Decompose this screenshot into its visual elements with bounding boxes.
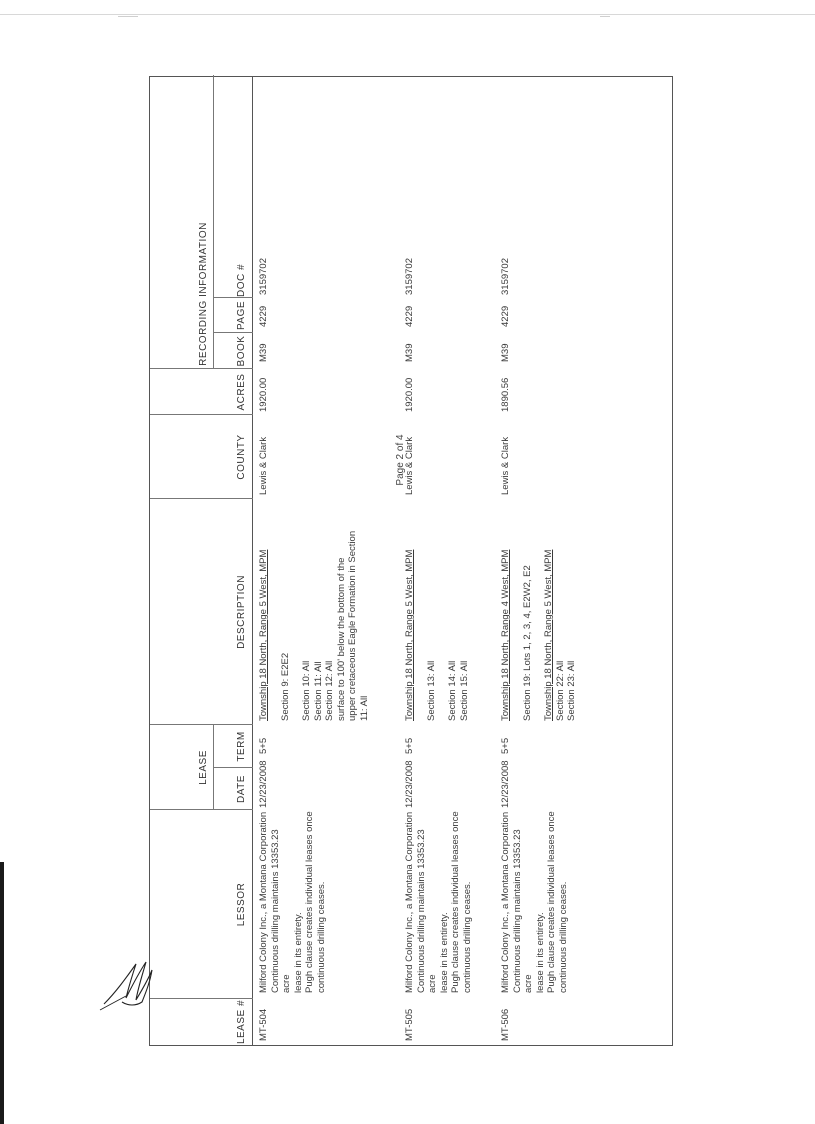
- cell-county: Lewis & Clark: [500, 436, 511, 495]
- lease-schedule-page: [149, 76, 673, 1046]
- cell-page: 4229: [404, 305, 415, 327]
- cell-date: 12/23/2008: [404, 760, 415, 808]
- cell-description: Township 18 North, Range 5 West, MPM Section 13: All Section 14: All Section 15: All: [404, 549, 470, 721]
- cell-book: M39: [404, 343, 415, 362]
- cell-acres: 1920.00: [258, 377, 269, 412]
- header-lessor: LESSOR: [236, 882, 247, 927]
- cell-acres: 1890.56: [500, 377, 511, 412]
- page-number: Page 2 of 4: [395, 434, 406, 486]
- cell-description: Township 18 North, Range 4 West, MPM Section 19: Lots 1, 2, 3, 4, E2W2, E2 Township 18 North, Range 5 West, MPM Section 22: All Section 23: All: [500, 549, 577, 721]
- table-header: [150, 77, 253, 1045]
- cell-term: 5+5: [500, 737, 511, 754]
- cell-book: M39: [500, 343, 511, 362]
- header-recording-group: RECORDING INFORMATION: [198, 222, 209, 366]
- header-date: DATE: [236, 775, 247, 803]
- cell-term: 5+5: [258, 737, 269, 754]
- header-lease-num: LEASE #: [236, 999, 247, 1045]
- cell-acres: 1920.00: [404, 377, 415, 412]
- scan-left-edge: [0, 862, 4, 1124]
- scan-top-edge: [0, 0, 815, 15]
- cell-doc: 3159702: [258, 258, 269, 295]
- cell-doc: 3159702: [404, 258, 415, 295]
- cell-lease-num: MT-504: [258, 1008, 269, 1041]
- cell-lessor: Milford Colony Inc., a Montana Corporation Continuous drilling maintains 13353.23 acre lease in its entirety. Pugh clause creates individual leases once continuous drilling ceases.: [404, 811, 473, 993]
- cell-lessor: Milford Colony Inc., a Montana Corporation Continuous drilling maintains 13353.23 acre lease in its entirety. Pugh clause creates individual leases once continuous drilling ceases.: [500, 811, 569, 993]
- header-county: COUNTY: [236, 434, 247, 480]
- cell-term: 5+5: [404, 737, 415, 754]
- header-term: TERM: [236, 731, 247, 762]
- initials-signature: [96, 952, 158, 1014]
- cell-date: 12/23/2008: [500, 760, 511, 808]
- cell-page: 4229: [500, 305, 511, 327]
- cell-lessor: Milford Colony Inc., a Montana Corporation Continuous drilling maintains 13353.23 acre lease in its entirety. Pugh clause creates individual leases once continuous drilling ceases.: [258, 811, 327, 993]
- cell-county: Lewis & Clark: [404, 436, 415, 495]
- header-lease-group: LEASE: [198, 750, 209, 785]
- cell-book: M39: [258, 343, 269, 362]
- cell-lease-num: MT-505: [404, 1008, 415, 1041]
- header-doc: DOC #: [236, 263, 247, 298]
- cell-county: Lewis & Clark: [258, 436, 269, 495]
- cell-doc: 3159702: [500, 258, 511, 295]
- scan-mark: [118, 16, 138, 17]
- header-description: DESCRIPTION: [236, 575, 247, 649]
- scan-mark: [600, 16, 610, 17]
- header-acres: ACRES: [236, 373, 247, 411]
- cell-lease-num: MT-506: [500, 1008, 511, 1041]
- cell-page: 4229: [258, 305, 269, 327]
- lease-table: [149, 76, 673, 1046]
- header-page: PAGE: [236, 300, 247, 331]
- header-book: BOOK: [236, 335, 247, 367]
- cell-description: Township 18 North, Range 5 West, MPM Section 9: E2E2 Section 10: All Section 11: All Section 12: All surface to 100' below the bottom of the upper cretaceous Eagle Formation in Section 11: All: [258, 530, 370, 721]
- cell-date: 12/23/2008: [258, 760, 269, 808]
